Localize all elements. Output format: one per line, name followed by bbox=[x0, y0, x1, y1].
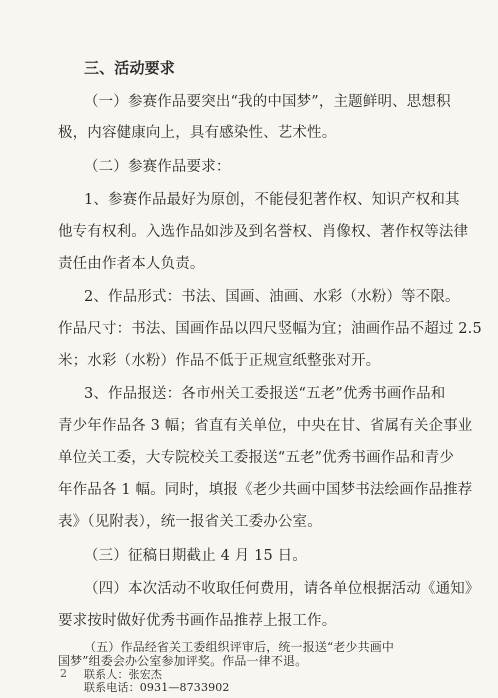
paragraph-line: 表》（见附表），统一报省关工委办公室。 bbox=[58, 514, 322, 530]
paragraph-line: 国梦”组委会办公室参加评奖。作品一律不退。 bbox=[58, 654, 308, 668]
paragraph-line: （三）征稿日期截止 4 月 15 日。 bbox=[84, 548, 307, 564]
paragraph-line: 2、作品形式：书法、国画、油画、水彩（水粉）等不限。 bbox=[84, 289, 460, 305]
page-number: 2 bbox=[60, 667, 67, 680]
paragraph-line: 要求按时做好优秀书画作品推荐上报工作。 bbox=[58, 613, 337, 629]
paragraph-line: 他专有权利。入选作品如涉及到名誉权、肖像权、著作权等法律 bbox=[58, 224, 469, 240]
paragraph-line: （二）参赛作品要求： bbox=[84, 159, 231, 175]
section-heading: 三、活动要求 bbox=[84, 59, 175, 77]
contact-phone: 联系电话：0931—8733902 bbox=[84, 681, 230, 694]
paragraph-line: （四）本次活动不收取任何费用，请各单位根据活动《通知》 bbox=[84, 581, 480, 597]
paragraph-line: 米；水彩（水粉）作品不低于正规宣纸整张对开。 bbox=[58, 353, 381, 369]
paragraph-line: 年作品各 1 幅。同时，填报《老少共画中国梦书法绘画作品推荐 bbox=[58, 482, 473, 498]
paragraph-line: 青少年作品各 3 幅；省直有关单位，中央在甘、省属有关企事业 bbox=[58, 418, 473, 434]
paragraph-line: （一）参赛作品要突出“我的中国梦”，主题鲜明、思想积 bbox=[84, 94, 451, 110]
contact-person: 联系人：张宏杰 bbox=[84, 668, 163, 681]
paragraph-line: 3、作品报送：各市州关工委报送“五老”优秀书画作品和 bbox=[84, 386, 446, 402]
paragraph-line: 1、参赛作品最好为原创，不能侵犯著作权、知识产权和其 bbox=[84, 192, 460, 208]
paragraph-line: 单位关工委，大专院校关工委报送“五老”优秀书画作品和青少 bbox=[58, 450, 455, 466]
paragraph-line: （五）作品经省关工委组织评审后，统一报送“老少共画中 bbox=[84, 640, 395, 654]
paragraph-line: 极，内容健康向上，具有感染性、艺术性。 bbox=[58, 125, 337, 141]
paragraph-line: 责任由作者本人负责。 bbox=[58, 256, 205, 272]
paragraph-line: 作品尺寸：书法、国画作品以四尺竖幅为宜；油画作品不超过 2.5 bbox=[58, 321, 482, 337]
